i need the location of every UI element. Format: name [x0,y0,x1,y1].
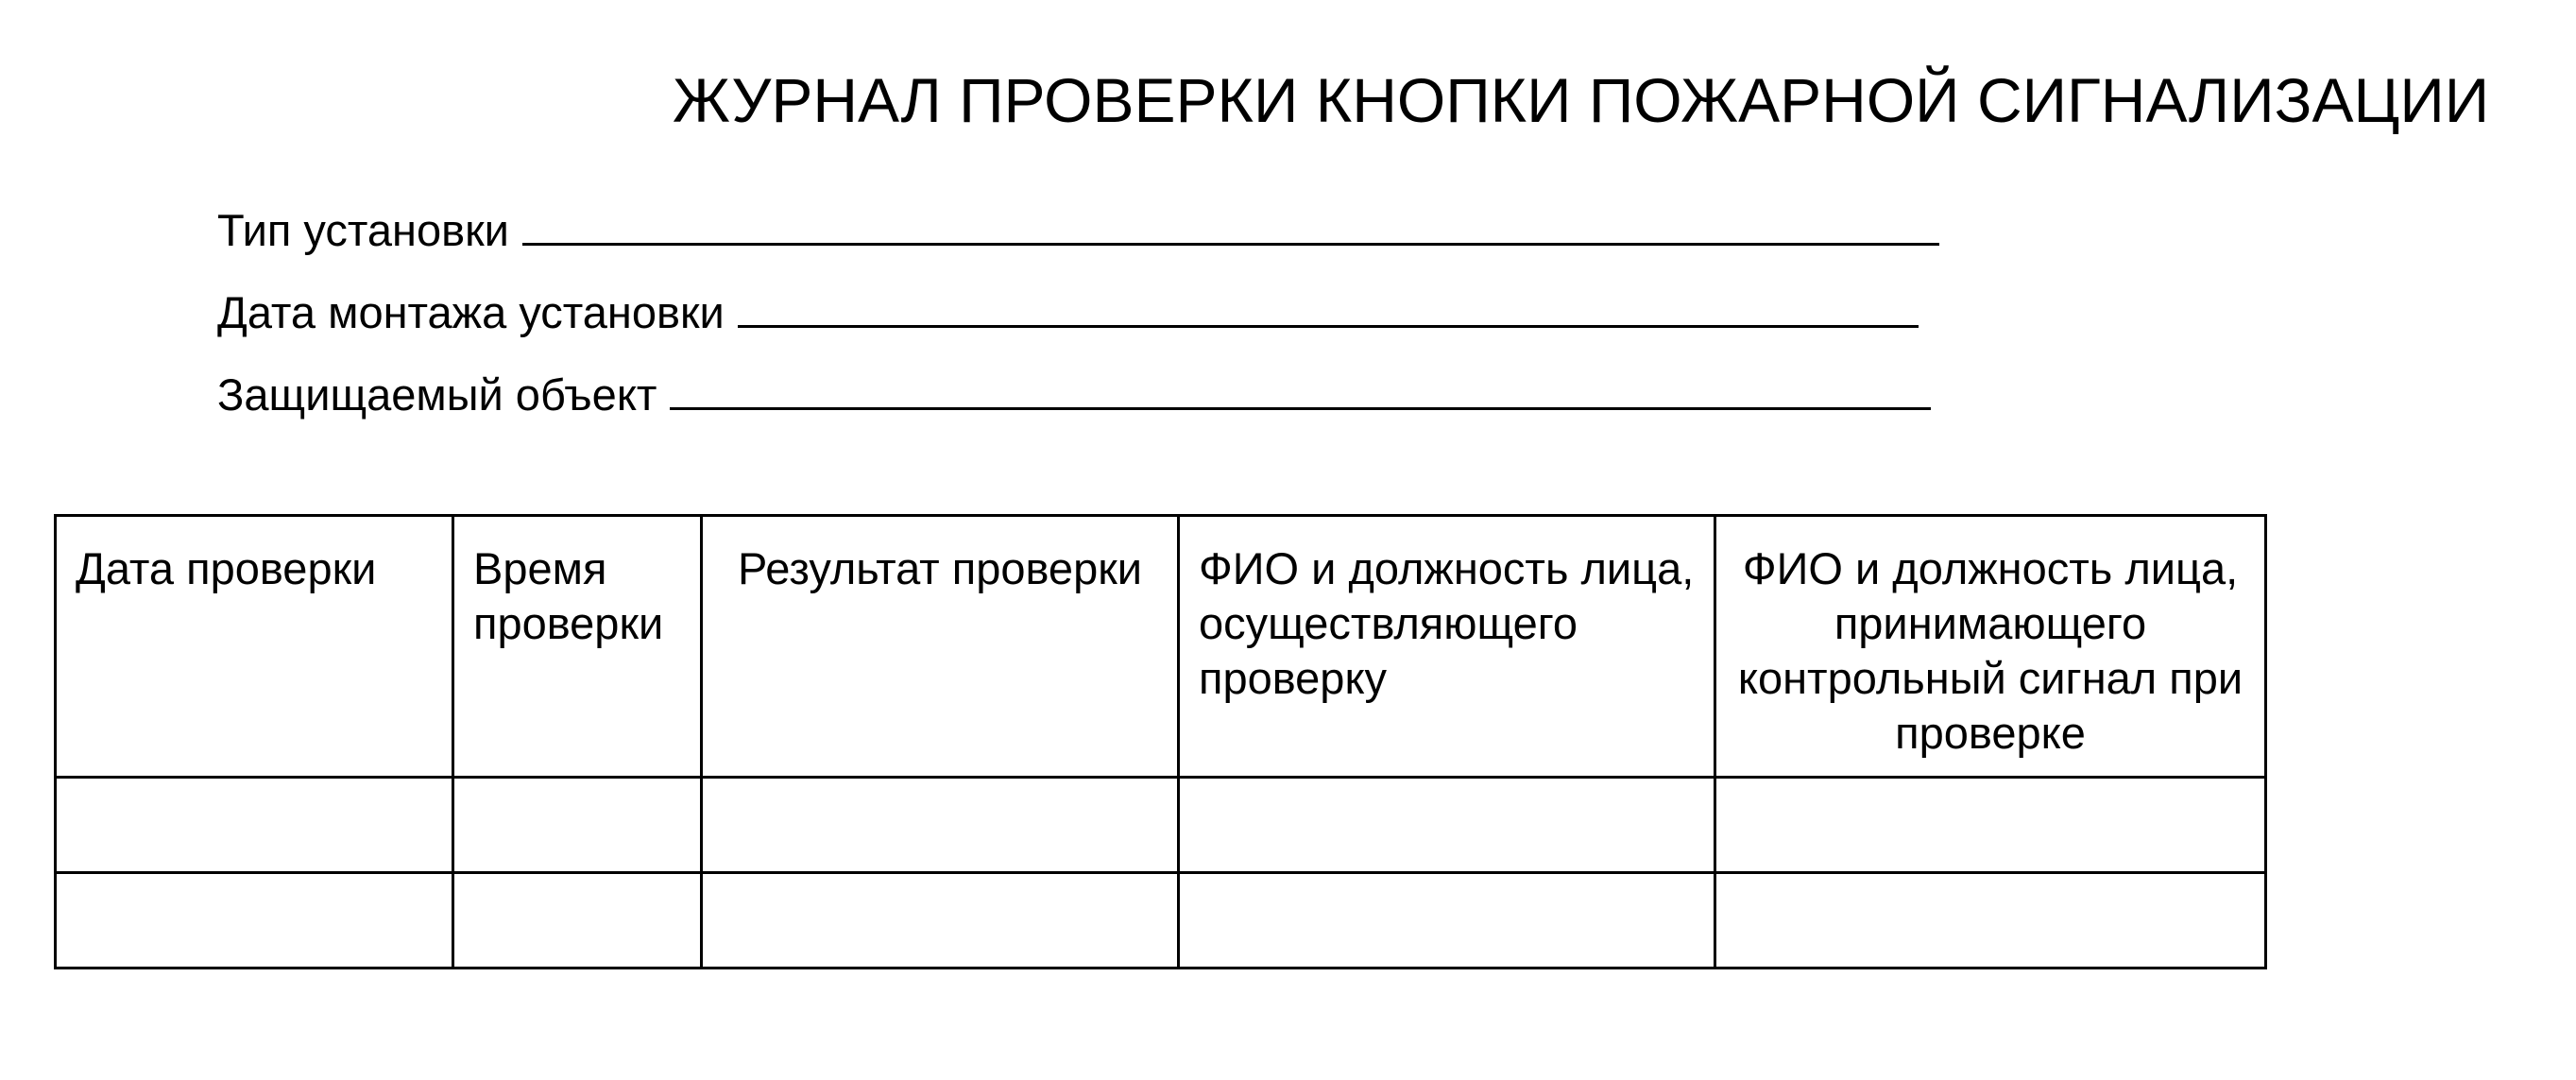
header-check-result: Результат проверки [702,516,1179,778]
field-installation-date [217,284,1919,341]
table-cell[interactable] [56,873,453,969]
header-check-time: Время проверки [453,516,702,778]
table-cell[interactable] [1715,778,2266,873]
table-header-row [56,516,2266,778]
document-title: ЖУРНАЛ ПРОВЕРКИ КНОПКИ ПОЖАРНОЙ СИГНАЛИЗАЦИИ [673,65,2490,135]
header-inspector: ФИО и должность лица, осуществляющего проверку [1179,516,1715,778]
field-protected-object [217,367,1931,423]
table-row [56,873,2266,969]
fill-in-line[interactable] [522,205,1939,246]
table-cell[interactable] [453,873,702,969]
table-cell[interactable] [56,778,453,873]
field-label: Дата монтажа установки [217,287,725,337]
table-cell[interactable] [453,778,702,873]
table-cell[interactable] [1715,873,2266,969]
field-label: Тип установки [217,205,509,255]
fill-in-line[interactable] [670,369,1931,410]
header-signal-receiver: ФИО и должность лица, принимающего контрольный сигнал при проверке [1715,516,2266,778]
fill-in-line[interactable] [738,287,1919,328]
header-check-date: Дата проверки [56,516,453,778]
table-cell[interactable] [1179,873,1715,969]
table-cell[interactable] [702,873,1179,969]
field-label: Защищаемый объект [217,369,657,420]
journal-table [54,514,2267,969]
table-cell[interactable] [702,778,1179,873]
table-cell[interactable] [1179,778,1715,873]
table-row [56,778,2266,873]
field-installation-type [217,202,1939,259]
